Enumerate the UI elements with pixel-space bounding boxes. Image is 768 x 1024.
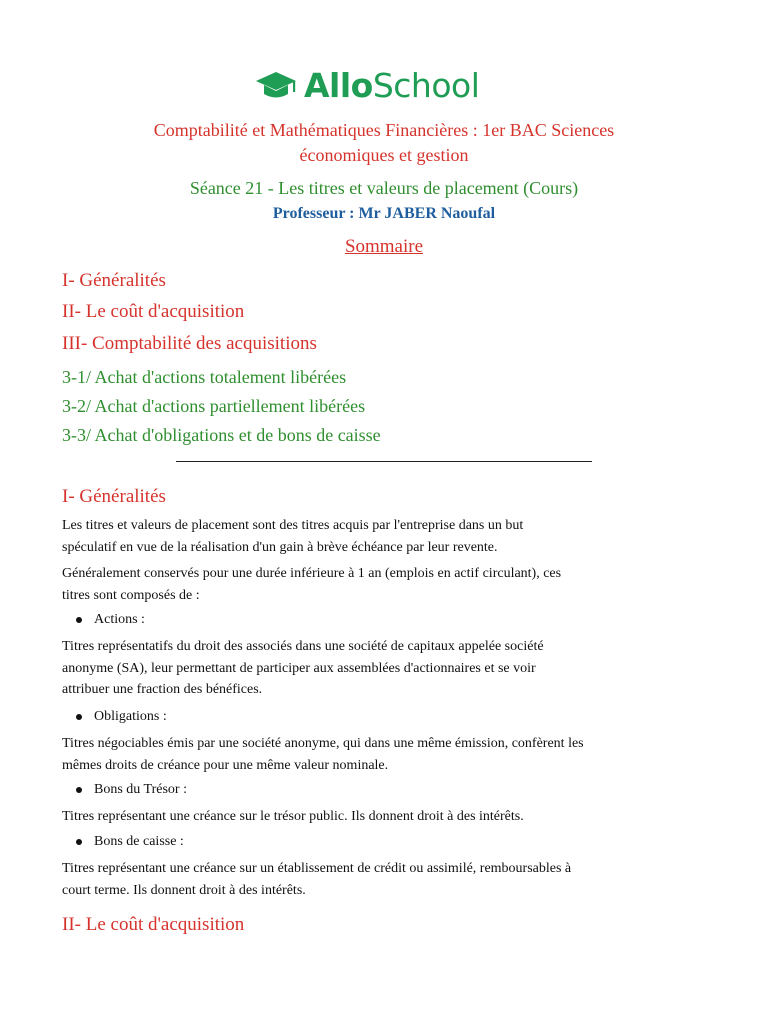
bullet-dot <box>76 839 82 845</box>
divider <box>176 461 592 462</box>
paragraph-actions: Titres représentatifs du droit des associés dans une société de capitaux appelée société anonyme (SA), leur permettant de participer aux assemblées d'actionnaires et se voir attribuer une fraction des bénéfices. <box>62 639 544 697</box>
toc-item-3-3[interactable]: 3-3/ Achat d'obligations et de bons de caisse <box>62 425 381 445</box>
paragraph-definition: Les titres et valeurs de placement sont des titres acquis par l'entreprise dans un but spéculatif en vue de la réalisation d'un gain à brève échéance par leur revente. <box>62 518 524 555</box>
bullet-actions: Actions : <box>76 612 145 628</box>
toc-item-3-2[interactable]: 3-2/ Achat d'actions partiellement libérées <box>62 396 366 416</box>
paragraph-composition: Généralement conservés pour une durée inférieure à 1 an (emplois en actif circulant), ces titres sont composés de : <box>62 566 562 603</box>
toc-item-comptabilite[interactable]: III- Comptabilité des acquisitions <box>62 333 317 354</box>
toc-item-3-1[interactable]: 3-1/ Achat d'actions totalement libérées <box>62 367 347 387</box>
seance-title: Séance 21 - Les titres et valeurs de placement (Cours) <box>189 178 579 198</box>
bullet-dot <box>76 787 82 793</box>
alloschool-logo[interactable] <box>254 66 479 106</box>
section-heading-generalites: I- Généralités <box>62 486 166 507</box>
bullet-bons-tresor: Bons du Trésor : <box>76 782 187 798</box>
logo-text: AlloSchool <box>304 66 480 105</box>
toc-item-cout-acquisition[interactable]: II- Le coût d'acquisition <box>62 301 245 322</box>
graduation-cap-icon <box>254 68 298 104</box>
toc-item-generalites[interactable]: I- Généralités <box>62 270 166 291</box>
paragraph-bons-tresor: Titres représentant une créance sur le trésor public. Ils donnent droit à des intérêts. <box>62 809 524 824</box>
document-title: Comptabilité et Mathématiques Financières : 1er BAC Sciences économiques et gestion <box>153 120 615 165</box>
bullet-bons-caisse: Bons de caisse : <box>76 834 184 850</box>
professor-name: Professeur : Mr JABER Naoufal <box>272 205 496 222</box>
sommaire-heading: Sommaire <box>344 236 424 257</box>
paragraph-obligations: Titres négociables émis par une société anonyme, qui dans une même émission, confèrent les mêmes droits de créance pour une même valeur nominale. <box>62 736 584 773</box>
section-heading-cout-acquisition: II- Le coût d'acquisition <box>62 914 245 935</box>
bullet-dot <box>76 714 82 720</box>
bullet-obligations: Obligations : <box>76 709 167 725</box>
paragraph-bons-caisse: Titres représentant une créance sur un établissement de crédit ou assimilé, remboursables à court terme. Ils donnent droit à des intérêts. <box>62 861 572 898</box>
bullet-dot <box>76 617 82 623</box>
